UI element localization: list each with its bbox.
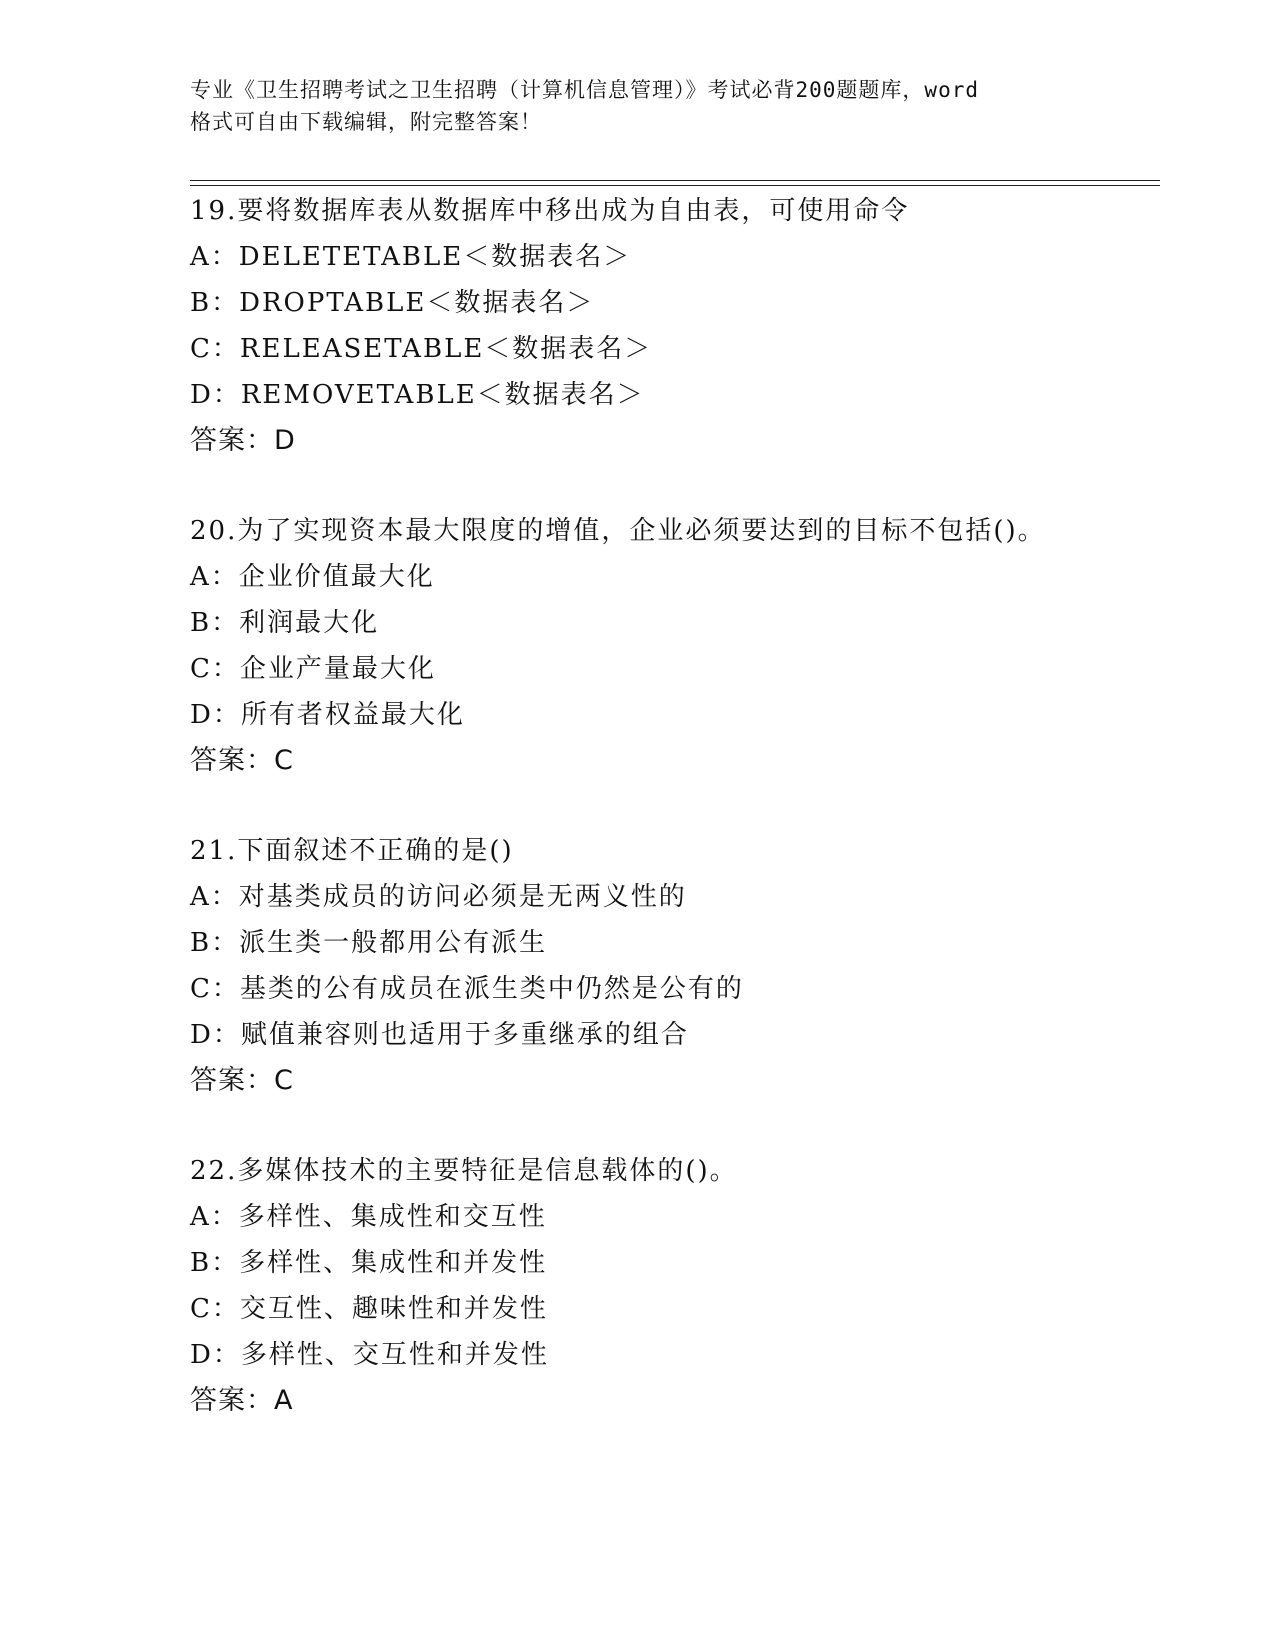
header-divider-bottom	[190, 185, 1160, 186]
option-b: B：DROPTABLE＜数据表名＞	[190, 288, 595, 318]
question-stem: 21.下面叙述不正确的是()	[190, 836, 514, 866]
option-b: B：利润最大化	[190, 608, 380, 638]
answer-text: 答案：C	[190, 1065, 294, 1096]
option-a: A：DELETETABLE＜数据表名＞	[190, 242, 632, 272]
option-b: B：多样性、集成性和并发性	[190, 1248, 548, 1278]
document-header	[190, 74, 1090, 138]
question-19	[190, 188, 1150, 464]
option-a: A：企业价值最大化	[190, 562, 435, 592]
header-divider-top	[190, 180, 1160, 181]
question-stem: 20.为了实现资本最大限度的增值，企业必须要达到的目标不包括()。	[190, 516, 1046, 546]
option-d: D：所有者权益最大化	[190, 700, 465, 730]
answer-text: 答案：C	[190, 745, 294, 776]
question-22	[190, 1148, 1150, 1424]
option-a: A：对基类成员的访问必须是无两义性的	[190, 882, 687, 912]
option-a: A：多样性、集成性和交互性	[190, 1202, 547, 1232]
option-d: D：赋值兼容则也适用于多重继承的组合	[190, 1020, 689, 1050]
header-title-line-2: 格式可自由下载编辑，附完整答案！	[190, 110, 542, 134]
answer-text: 答案：A	[190, 1385, 294, 1416]
option-d: D：多样性、交互性和并发性	[190, 1340, 549, 1370]
option-c: C：基类的公有成员在派生类中仍然是公有的	[190, 974, 744, 1004]
question-20	[190, 508, 1150, 784]
header-title-line-1: 专业《卫生招聘考试之卫生招聘（计算机信息管理）》考试必背200题题库，word	[190, 78, 979, 102]
option-c: C：RELEASETABLE＜数据表名＞	[190, 334, 653, 364]
question-stem: 22.多媒体技术的主要特征是信息载体的()。	[190, 1156, 738, 1186]
option-b: B：派生类一般都用公有派生	[190, 928, 548, 958]
answer-text: 答案：D	[190, 425, 296, 456]
option-d: D：REMOVETABLE＜数据表名＞	[190, 380, 645, 410]
option-c: C：交互性、趣味性和并发性	[190, 1294, 548, 1324]
question-21	[190, 828, 1150, 1104]
question-stem: 19.要将数据库表从数据库中移出成为自由表，可使用命令	[190, 196, 910, 226]
option-c: C：企业产量最大化	[190, 654, 436, 684]
